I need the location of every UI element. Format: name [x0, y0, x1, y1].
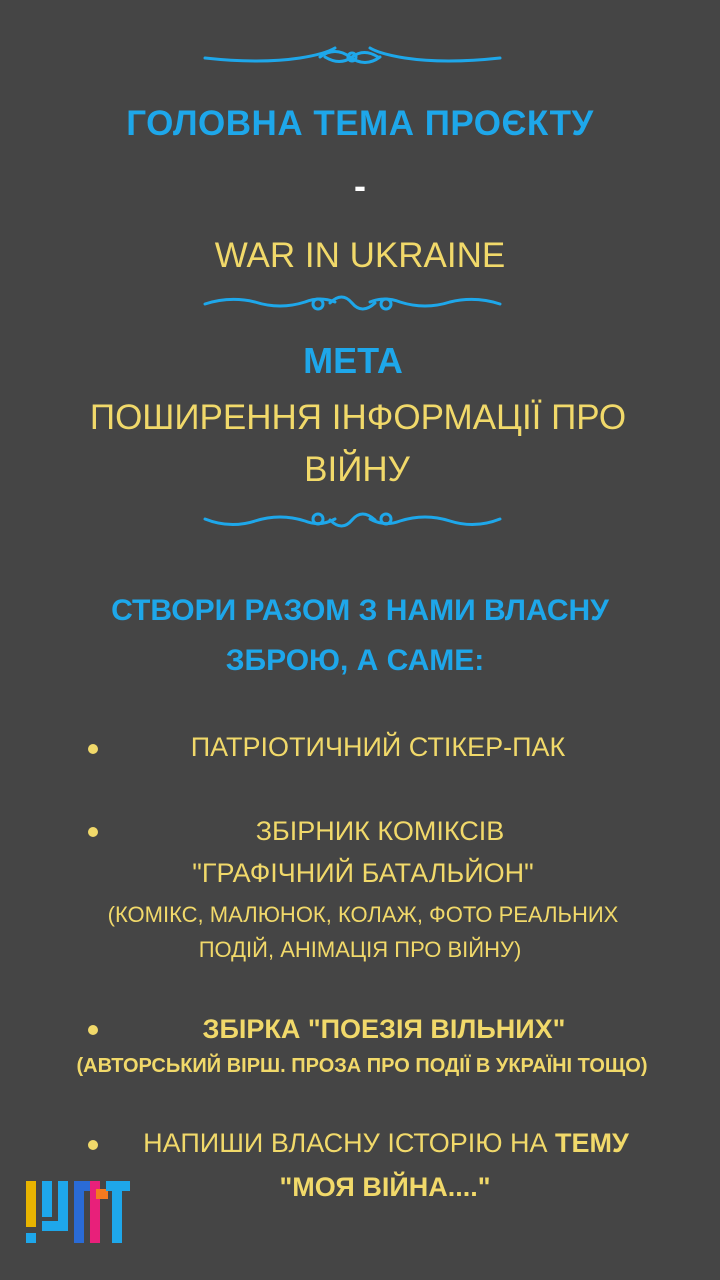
item-comics-line-1: ЗБІРНИК КОМІКСІВ — [255, 816, 505, 846]
project-subtitle: WAR IN UKRAINE — [214, 236, 506, 275]
item-comics-note-1: (КОМІКС, МАЛЮНОК, КОЛАЖ, ФОТО РЕАЛЬНИХ — [107, 902, 619, 927]
title-dash: - — [354, 165, 366, 206]
item-story-prefix: НАПИШИ ВЛАСНУ ІСТОРІЮ НА — [143, 1128, 548, 1158]
goal-label: МЕТА — [303, 340, 403, 381]
item-poetry-note: (АВТОРСЬКИЙ ВІРШ. ПРОЗА ПРО ПОДІЇ В УКРАЇНІ ТОЩО) — [76, 1055, 648, 1077]
goal-line-1: ПОШИРЕННЯ ІНФОРМАЦІЇ ПРО — [89, 398, 627, 437]
item-comics-note-2: ПОДІЙ, АНІМАЦІЯ ПРО ВІЙНУ) — [198, 937, 522, 962]
school-logo-icon — [26, 1175, 130, 1245]
ornament-divider-icon — [200, 42, 505, 72]
item-sticker-pack: ПАТРІОТИЧНИЙ СТІКЕР-ПАК — [190, 732, 566, 762]
ornament-divider-icon — [200, 505, 505, 535]
item-story-line-1 — [26, 1128, 720, 1159]
project-title: ГОЛОВНА ТЕМА ПРОЄКТУ — [126, 104, 594, 143]
item-comics-line-2: "ГРАФІЧНИЙ БАТАЛЬЙОН" — [192, 858, 534, 888]
ornament-divider-icon — [200, 288, 505, 318]
item-poetry-title: ЗБІРКА "ПОЕЗІЯ ВІЛЬНИХ" — [202, 1014, 566, 1044]
item-story-emph: ТЕМУ — [555, 1128, 629, 1158]
goal-line-2: ВІЙНУ — [304, 450, 410, 489]
call-line-1: СТВОРИ РАЗОМ З НАМИ ВЛАСНУ — [111, 594, 609, 627]
call-line-2: ЗБРОЮ, А САМЕ: — [225, 644, 485, 677]
item-story-line-2: "МОЯ ВІЙНА...." — [279, 1172, 491, 1202]
